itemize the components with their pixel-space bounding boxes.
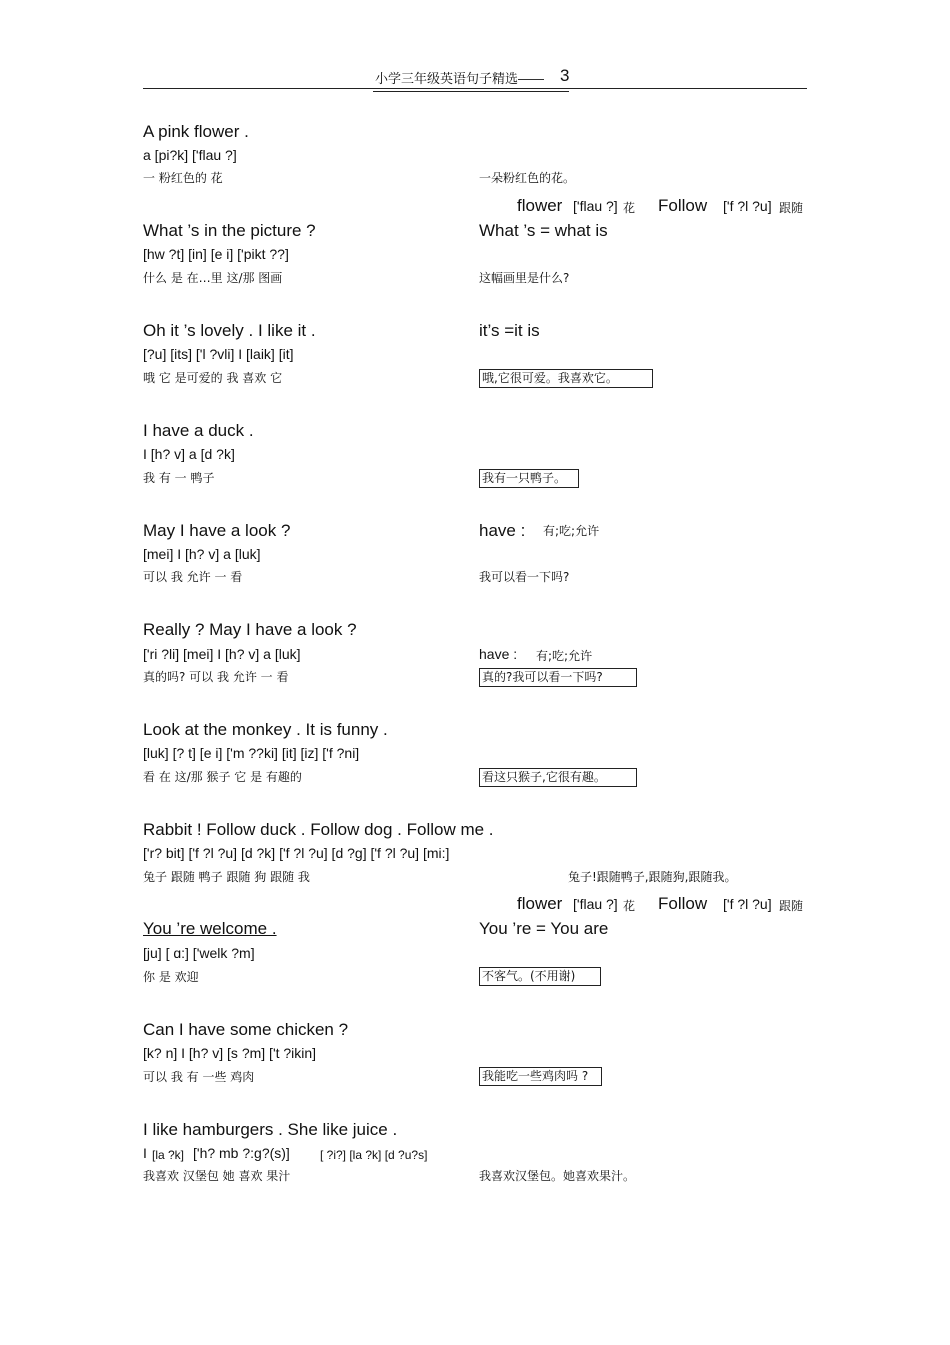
sentence-english: Rabbit ! Follow duck . Follow dog . Follow me . (143, 820, 494, 839)
sentence-translation: 我喜欢汉堡包。她喜欢果汁。 (479, 1169, 636, 1183)
sentence-note: it’s =it is (479, 321, 540, 340)
sentence-english: Really ? May I have a look ? (143, 620, 357, 639)
sentence-note: What ’s = what is (479, 221, 608, 240)
header-underline (373, 91, 569, 92)
sentence-phonetic: [ju] [ ɑ:] ['welk ?m] (143, 945, 255, 961)
sentence-chinese-gloss: 我 有 一 鸭子 (143, 471, 215, 485)
sentence-translation-boxed: 我能吃一些鸡肉吗 ? (479, 1067, 602, 1086)
sentence-chinese-gloss: 可以 我 允许 一 看 (143, 570, 243, 584)
sentence-english: A pink flower . (143, 122, 249, 141)
vocab-flower-chinese: 花 (623, 201, 636, 215)
sentence-english: Oh it ’s lovely . I like it . (143, 321, 316, 340)
vocab-follow: Follow (658, 196, 708, 215)
sentence-english: I have a duck . (143, 421, 254, 440)
sentence-note-chinese: 有;吃;允许 (536, 649, 593, 663)
sentence-english: Can I have some chicken ? (143, 1020, 349, 1039)
sentence-note: You ’re = You are (479, 919, 609, 938)
sentence-chinese-gloss: 什么 是 在…里 这/那 图画 (143, 271, 283, 285)
sentence-chinese-gloss: 真的吗? 可以 我 允许 一 看 (143, 670, 289, 684)
sentence-english: What ’s in the picture ? (143, 221, 316, 240)
sentence-translation: 一朵粉红色的花。 (479, 171, 576, 185)
sentence-phonetic: I [h? v] a [d ?k] (143, 446, 235, 462)
sentence-translation-boxed: 我有一只鸭子。 (479, 469, 579, 488)
sentence-chinese-gloss: 兔子 跟随 鸭子 跟随 狗 跟随 我 (143, 870, 310, 884)
sentence-translation: 兔子!跟随鸭子,跟随狗,跟随我。 (568, 870, 737, 884)
sentence-translation-boxed: 看这只猴子,它很有趣。 (479, 768, 637, 787)
sentence-phonetic: [ ?i?] [la ?k] [d ?u?s] (320, 1148, 428, 1162)
sentence-phonetic: I (143, 1145, 147, 1161)
vocab-follow: Follow (658, 894, 708, 913)
vocab-flower-phonetic: ['flau ?] (573, 896, 618, 912)
sentence-phonetic: a [pi?k] ['flau ?] (143, 147, 237, 163)
header-title: 小学三年级英语句子精选—— (375, 71, 545, 86)
sentence-phonetic: [mei] I [h? v] a [luk] (143, 546, 261, 562)
sentence-phonetic: ['ri ?li] [mei] I [h? v] a [luk] (143, 646, 301, 662)
sentence-chinese-gloss: 看 在 这/那 猴子 它 是 有趣的 (143, 770, 302, 784)
header-rule (143, 88, 807, 89)
sentence-chinese-gloss: 一 粉红色的 花 (143, 171, 223, 185)
vocab-flower: flower (517, 894, 563, 913)
sentence-english: May I have a look ? (143, 521, 291, 540)
sentence-english: Look at the monkey . It is funny . (143, 720, 388, 739)
vocab-follow-phonetic: ['f ?l ?u] (723, 896, 772, 912)
sentence-note-chinese: 有;吃;允许 (543, 524, 600, 538)
sentence-phonetic: [k? n] I [h? v] [s ?m] ['t ?ikin] (143, 1045, 317, 1061)
sentence-translation: 这幅画里是什么? (479, 271, 570, 285)
sentence-chinese-gloss: 我喜欢 汉堡包 她 喜欢 果汁 (143, 1169, 291, 1183)
sentence-phonetic: [la ?k] (152, 1148, 185, 1162)
vocab-flower-chinese: 花 (623, 899, 636, 913)
sentence-translation-boxed: 哦,它很可爱。我喜欢它。 (479, 369, 653, 388)
sentence-english: You ’re welcome . (143, 919, 277, 938)
sentence-phonetic: ['h? mb ?:g?(s)] (193, 1145, 290, 1161)
sentence-chinese-gloss: 你 是 欢迎 (143, 970, 199, 984)
sentence-chinese-gloss: 可以 我 有 一些 鸡肉 (143, 1070, 255, 1084)
vocab-flower: flower (517, 196, 563, 215)
sentence-note: have : (479, 521, 526, 540)
sentence-chinese-gloss: 哦 它 是可爱的 我 喜欢 它 (143, 371, 283, 385)
sentence-english: I like hamburgers . She like juice . (143, 1120, 398, 1139)
sentence-phonetic: [hw ?t] [in] [e i] ['pikt ??] (143, 246, 289, 262)
sentence-note: have : (479, 646, 518, 662)
vocab-follow-chinese: 跟随 (779, 201, 804, 215)
page-number: 3 (560, 66, 570, 85)
sentence-phonetic: [luk] [? t] [e i] ['m ??ki] [it] [iz] ['f ?ni] (143, 745, 360, 761)
sentence-translation: 我可以看一下吗? (479, 570, 570, 584)
vocab-follow-chinese: 跟随 (779, 899, 804, 913)
sentence-phonetic: [?u] [its] ['l ?vli] I [laik] [it] (143, 346, 294, 362)
sentence-translation-boxed: 真的?我可以看一下吗? (479, 668, 637, 687)
sentence-translation-boxed: 不客气。(不用谢) (479, 967, 601, 986)
sentence-phonetic: ['r? bit] ['f ?l ?u] [d ?k] ['f ?l ?u] [d ?g] ['f ?l ?u] [mi:] (143, 845, 450, 861)
vocab-follow-phonetic: ['f ?l ?u] (723, 198, 772, 214)
vocab-flower-phonetic: ['flau ?] (573, 198, 618, 214)
